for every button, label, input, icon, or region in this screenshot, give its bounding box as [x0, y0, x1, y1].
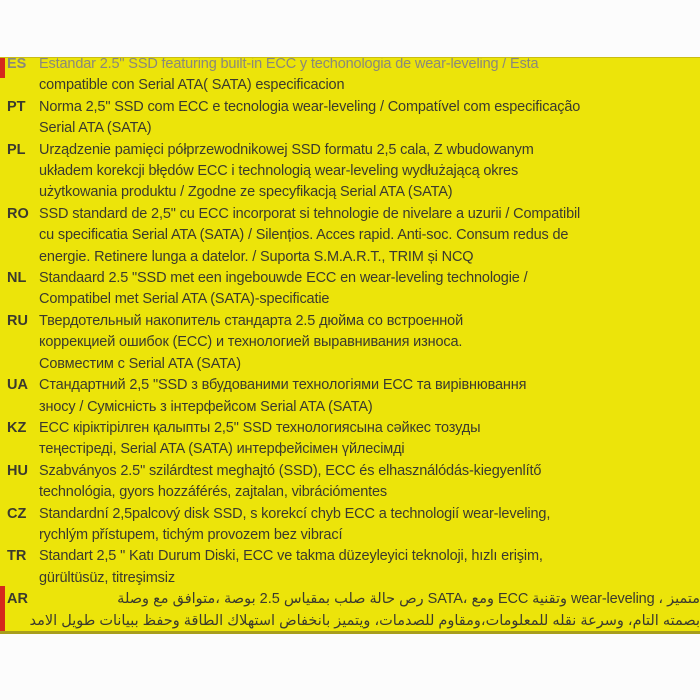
- text-line-content: SSD standard de 2,5" cu ECC incorporat si tehnologie de nivelare a uzurii / Compatibil: [39, 205, 581, 222]
- language-description: [39, 418, 700, 461]
- text-line-content: ECC кіріктірілген қалыпты 2,5" SSD технологиясына сәйкес тозуды: [39, 419, 481, 436]
- text-line-content: cu specificatia Serial ATA (SATA) / Silențios. Acces rapid. Anti-soc. Consum redus de: [39, 227, 569, 244]
- language-code: CZ: [7, 505, 27, 522]
- language-description: [39, 461, 700, 504]
- text-line-content: układem korekcji błędów ECC i technologią wear-leveling wydłużającą okres: [39, 163, 519, 180]
- text-line: [39, 439, 700, 460]
- language-code: UA: [7, 377, 28, 394]
- text-line: [39, 397, 700, 418]
- language-description: [39, 268, 700, 311]
- text-line: [39, 332, 700, 353]
- text-line-content: Estandar 2.5" SSD featuring built-in ECC y techonologia de wear-leveling / Esta: [39, 57, 539, 72]
- language-row: [0, 504, 700, 547]
- text-line: [39, 525, 700, 546]
- language-row: [0, 140, 700, 204]
- text-line-content: Compatibel met Serial ATA (SATA)-specificatie: [39, 291, 330, 308]
- text-line-content: Serial ATA (SATA): [39, 120, 152, 137]
- text-line-content: rychlým přístupem, tichým provozem bez vibrací: [39, 526, 343, 543]
- language-row: [0, 204, 700, 268]
- text-line: [39, 546, 700, 567]
- text-line: [39, 354, 700, 375]
- text-line: [39, 504, 700, 525]
- language-code: RU: [7, 312, 28, 329]
- language-row: [0, 418, 700, 461]
- text-line-content: Norma 2,5" SSD com ECC e tecnologia wear-leveling / Compatível com especificação: [39, 98, 581, 115]
- text-line: [39, 182, 700, 203]
- text-line: [39, 57, 700, 75]
- language-row: [0, 461, 700, 504]
- text-line-content: Твердотельный накопитель стандарта 2.5 дюйма со встроенной: [39, 312, 464, 329]
- text-line-content: energie. Retinere lunga a datelor. / Suporta S.M.A.R.T., TRIM și NCQ: [39, 248, 474, 265]
- text-line: [39, 204, 700, 225]
- text-line: [39, 375, 700, 396]
- language-code: TR: [7, 548, 27, 565]
- text-line: [29, 611, 700, 632]
- text-line-content: بصمته التام، وسرعة نقله للمعلومات،ومقاوم للصدمات، ويتميز بانخفاض استهلاك الطاقة وحفظ ببيانات طويل الامد: [29, 612, 700, 629]
- language-description: [39, 546, 700, 589]
- language-code: ES: [7, 57, 27, 72]
- language-code: RO: [7, 205, 29, 222]
- text-line-content: compatible con Serial ATA( SATA) especificacion: [39, 77, 345, 94]
- text-line: [39, 461, 700, 482]
- text-line-content: зносу / Сумісність з інтерфейсом Serial ATA (SATA): [39, 398, 373, 415]
- text-line: [39, 161, 700, 182]
- text-line-content: użytkowania produktu / Zgodne ze specyfikacją Serial ATA (SATA): [39, 184, 453, 201]
- text-line-content: رص حالة صلب بمقياس 2.5 بوصة ،متوافق مع وصلة SATA، ومع ECC وتقنية wear-leveling ، متميز: [117, 591, 700, 608]
- text-line-content: Standaard 2.5 "SSD met een ingebouwde ECC en wear-leveling technologie /: [39, 270, 528, 287]
- language-row: [0, 546, 700, 589]
- language-row: [0, 311, 700, 375]
- language-description: [39, 311, 700, 375]
- text-line-content: gürültüsüz, titreşimsiz: [39, 569, 175, 586]
- language-description: [39, 57, 700, 97]
- language-code: PT: [7, 98, 26, 115]
- text-line: [39, 118, 700, 139]
- language-row: [0, 589, 700, 632]
- text-line-content: technológia, gyors hozzáférés, zajtalan, vibrációmentes: [39, 484, 387, 501]
- text-line: [39, 418, 700, 439]
- language-description: [39, 504, 700, 547]
- text-line-content: Стандартний 2,5 "SSD з вбудованими технологіями ECC та вирівнювання: [39, 377, 527, 394]
- text-line-content: коррекцией ошибок (ECC) и технологией выравнивания износа.: [39, 334, 463, 351]
- text-line-content: Standardní 2,5palcový disk SSD, s korekcí chyb ECC a technologií wear-leveling,: [39, 505, 551, 522]
- language-code: PL: [7, 141, 26, 158]
- text-line: [39, 482, 700, 503]
- language-description: [39, 97, 700, 140]
- text-line: [39, 225, 700, 246]
- language-code: AR: [7, 591, 28, 608]
- text-line: [39, 289, 700, 310]
- language-description: [39, 204, 700, 268]
- text-line-content: теңестіреді, Serial ATA (SATA) интерфейсімен үйлесімді: [39, 441, 405, 458]
- language-code: NL: [7, 270, 27, 287]
- text-line: [39, 311, 700, 332]
- language-description: [39, 375, 700, 418]
- language-code: KZ: [7, 419, 27, 436]
- text-line: [39, 589, 700, 610]
- multilingual-product-label: [0, 57, 700, 634]
- language-description: [29, 589, 700, 632]
- text-line: [39, 568, 700, 589]
- language-row: [0, 268, 700, 311]
- text-line-content: Standart 2,5 " Katı Durum Diski, ECC ve takma düzeyleyici teknoloji, hızlı erişim,: [39, 548, 543, 565]
- text-line: [39, 97, 700, 118]
- language-row: [0, 97, 700, 140]
- text-line: [39, 140, 700, 161]
- language-description: [39, 140, 700, 204]
- text-line-content: Szabványos 2.5" szilárdtest meghajtó (SSD), ECC és elhasználódás-kiegyenlítő: [39, 462, 542, 479]
- language-row: [0, 375, 700, 418]
- text-line: [39, 247, 700, 268]
- text-line: [39, 268, 700, 289]
- text-line: [39, 75, 700, 96]
- language-code: HU: [7, 462, 28, 479]
- label-rows: [0, 57, 700, 632]
- text-line-content: Urządzenie pamięci półprzewodnikowej SSD formatu 2,5 cala, Z wbudowanym: [39, 141, 534, 158]
- text-line-content: Совместим с Serial ATA (SATA): [39, 355, 241, 372]
- language-row: [0, 57, 700, 97]
